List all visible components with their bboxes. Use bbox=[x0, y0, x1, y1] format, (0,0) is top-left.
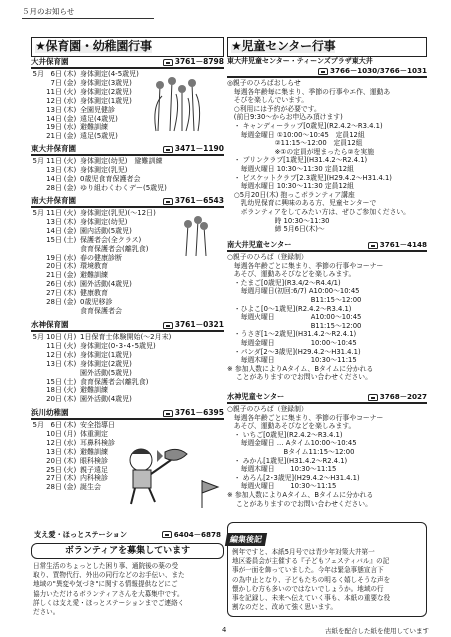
center-text-line: 毎週火曜日 A10:00～10:45 bbox=[227, 313, 362, 322]
schedule-day: 14日 bbox=[46, 174, 62, 183]
nursery-name: 水神保育園 bbox=[31, 319, 69, 329]
schedule-weekday: (金) bbox=[63, 78, 77, 87]
volunteer-title: ボランティアを募集しています bbox=[31, 543, 224, 559]
center-text-line: ・ひよこ[0～1歳児](R2.4.2～R3.4.1) bbox=[227, 304, 352, 313]
editorial-text-line: 地区委員会が主催する『子どもフェスティバル』の記 bbox=[232, 557, 390, 566]
schedule-month bbox=[31, 369, 44, 378]
nursery-name: 大井保育園 bbox=[31, 56, 69, 66]
schedule-weekday: (金) bbox=[63, 226, 77, 235]
schedule-weekday: (木) bbox=[63, 395, 77, 404]
schedule-day bbox=[44, 307, 62, 316]
schedule-month bbox=[31, 439, 44, 448]
schedule-day: 11日 bbox=[46, 87, 62, 96]
schedule-month bbox=[31, 483, 44, 492]
schedule-day: 28日 bbox=[46, 183, 62, 192]
schedule-weekday: (火) bbox=[63, 386, 77, 395]
schedule-day: 21日 bbox=[46, 132, 62, 141]
schedule-event: 全園児健診 bbox=[80, 105, 115, 114]
schedule-month bbox=[31, 97, 44, 106]
center-text-line: 毎週木曜日 10:30～11:15 bbox=[227, 356, 357, 365]
schedule-row bbox=[31, 271, 224, 280]
schedule-weekday: (木) bbox=[63, 447, 77, 456]
schedule-month bbox=[31, 166, 44, 175]
schedule-weekday: (火) bbox=[63, 209, 77, 217]
schedule-day: 10日 bbox=[46, 333, 62, 341]
schedule-event: 避難訓練 bbox=[80, 386, 108, 395]
schedule-month bbox=[31, 184, 44, 193]
schedule-row bbox=[31, 262, 224, 271]
schedule-weekday: (金) bbox=[63, 483, 77, 492]
center-text-line: B11:15～12:00 bbox=[227, 295, 362, 304]
center-text-line: ・ ビスケットクラブ[2.3歳児](H29.4.2～H31.4.1) bbox=[227, 173, 392, 182]
schedule-weekday: (月) bbox=[63, 429, 77, 438]
schedule-event: 遠足(5歳児) bbox=[80, 132, 118, 141]
schedule-event: 園内活動(5歳児) bbox=[80, 226, 132, 235]
schedule-row bbox=[31, 157, 224, 166]
editorial-text-line: 例年ですと、本紙5月号では青少年対策大井第一 bbox=[232, 548, 375, 556]
schedule-weekday: (水) bbox=[63, 350, 77, 359]
schedule-event: 遠足(4歳児) bbox=[80, 114, 118, 123]
editorial-box bbox=[227, 522, 427, 617]
schedule-event: 身体測定(4-5歳児) bbox=[80, 70, 139, 78]
center-text-line: 毎週火曜日 10:30～11:15 bbox=[227, 482, 337, 491]
nursery-name: 浜川幼稚園 bbox=[31, 407, 69, 417]
center-text-line: (前日9:30～からお申込み頂けます) bbox=[227, 113, 343, 122]
schedule-weekday: (金) bbox=[63, 132, 77, 141]
schedule-event: 眼科検診 bbox=[80, 456, 108, 465]
schedule-event: 内科検診 bbox=[80, 474, 108, 483]
schedule-event: 安全指導日 bbox=[80, 421, 115, 429]
schedule-event: ゆり組わくわくデー(5歳児) bbox=[80, 183, 167, 192]
schedule-weekday: (木) bbox=[63, 217, 77, 226]
schedule-event: 身体測定(0･3･4･5歳児) bbox=[80, 341, 156, 350]
center-text-line: ※ 参加人数によりAタイム、Bタイムに分かれる bbox=[227, 490, 374, 499]
schedule-day: 28日 bbox=[46, 298, 62, 307]
schedule-month bbox=[31, 342, 44, 351]
schedule-weekday: (水) bbox=[63, 96, 77, 105]
center-text-line: ことがありますのでお問い合わせください。 bbox=[227, 499, 372, 508]
schedule-weekday: (水) bbox=[63, 438, 77, 447]
center-text-line: Bタイム11:15～12:00 bbox=[227, 447, 355, 456]
schedule-row bbox=[31, 280, 224, 289]
center-text-line: 毎週木曜日 10:30～11:15 bbox=[227, 465, 337, 474]
schedule-event: 食育保護者会(離乳食) bbox=[80, 244, 149, 253]
schedule-event: 1日保育士体験開始(～2月末) bbox=[80, 333, 172, 341]
schedule-month bbox=[31, 236, 44, 245]
schedule-weekday: (金) bbox=[63, 114, 77, 123]
schedule-day: 25日 bbox=[46, 465, 62, 474]
schedule-day: 13日 bbox=[46, 165, 62, 174]
editorial-text-line: 事を記録し、未来へ伝えていく事も、本紙の重要な役 bbox=[232, 594, 391, 603]
schedule-month bbox=[31, 175, 44, 184]
nursery-phone: 3761－8798 bbox=[174, 56, 224, 66]
schedule-month bbox=[31, 289, 44, 298]
schedule-weekday: (火) bbox=[63, 157, 77, 165]
schedule-month bbox=[31, 271, 44, 280]
center-text-line: 時 10:30～11:30 bbox=[227, 216, 330, 225]
schedule-month bbox=[31, 360, 44, 369]
center-text-line: ・ キャンディーラップ[0歳児](R2.4.2～R3.4.1) bbox=[227, 121, 383, 130]
schedule-row bbox=[31, 430, 224, 439]
center-text-line: ・ みかん[1歳児](H31.4.2～R2.4.1) bbox=[227, 456, 348, 465]
suijin-children-center bbox=[227, 392, 427, 508]
nursery-phone: 3761－0321 bbox=[174, 319, 224, 329]
center-text-line: ボランティアをしてみたい方は、ぜひご参加ください。 bbox=[227, 207, 410, 216]
center-name: 東大井児童センター・ティーンズプラザ東大井 bbox=[227, 57, 373, 65]
center-text-line: ことがありますのでお問い合わせください。 bbox=[227, 373, 372, 382]
phone-icon bbox=[163, 198, 173, 205]
schedule-month bbox=[31, 123, 44, 132]
schedule-event: 0歳児食育保護者会 bbox=[80, 174, 141, 183]
center-text-line: 毎週金曜日 10:00～10:45 bbox=[227, 338, 357, 347]
editorial-text-line: 事が一面を飾っていました。今年は緊急事態宣言下 bbox=[232, 566, 384, 575]
schedule-event: 園外活動(4歳児) bbox=[80, 280, 132, 289]
schedule-day: 15日 bbox=[46, 377, 62, 386]
recycled-paper-note: 古紙を配合した紙を使用しています bbox=[325, 627, 429, 635]
schedule-event: 環境教育 bbox=[80, 262, 108, 271]
schedule-event: 健康教育 bbox=[80, 289, 108, 298]
schedule-day bbox=[44, 369, 62, 378]
schedule-day: 13日 bbox=[46, 217, 62, 226]
center-text-line: ○親子のひろば（登録制） bbox=[227, 405, 308, 413]
schedule-weekday: (火) bbox=[63, 465, 77, 474]
center-text-line: ※①の定員が埋まったら②を実施 bbox=[227, 147, 375, 156]
schedule-month: 5月 bbox=[32, 157, 44, 165]
schedule-weekday: (水) bbox=[63, 123, 77, 132]
schedule-day: 15日 bbox=[46, 235, 62, 244]
schedule-month bbox=[31, 386, 44, 395]
schedule-weekday: (木) bbox=[63, 289, 77, 298]
schedule-month: 5月 bbox=[32, 333, 44, 341]
center-text-line: ○利用には予約が必要です。 bbox=[227, 104, 321, 113]
phone-icon bbox=[368, 242, 378, 249]
schedule-day: 7日 bbox=[50, 78, 62, 87]
schedule-day: 13日 bbox=[46, 105, 62, 114]
volunteer-text-line: 日常生活のちょっとした困り事、通院後の薬の受 bbox=[33, 562, 179, 570]
nursery-section-title: ★保育園・幼稚園行事 bbox=[31, 37, 224, 57]
schedule-weekday: (木) bbox=[63, 359, 77, 368]
schedule-weekday: (木) bbox=[63, 165, 77, 174]
editorial-text-line: 懐かしむ方も多いのではないでしょうか。地域の行 bbox=[232, 584, 384, 593]
schedule-event: 身体測定(2歳児) bbox=[80, 87, 132, 96]
schedule-day: 27日 bbox=[46, 289, 62, 298]
schedule-row bbox=[31, 307, 224, 316]
schedule-weekday: (木) bbox=[63, 456, 77, 465]
schedule-weekday bbox=[62, 369, 78, 378]
schedule-event: 園外活動(5歳児) bbox=[80, 368, 132, 377]
center-text-line: ・たまご[0歳児](R3.4/2～R4.4/1) bbox=[227, 278, 341, 287]
schedule-event: 0歳児移診 bbox=[80, 298, 113, 307]
schedule-day: 20日 bbox=[46, 262, 62, 271]
schedule-month bbox=[31, 474, 44, 483]
center-text-line: 毎週各年齢ごとに集まり、季節の行事やコーナー bbox=[227, 413, 384, 422]
schedule-event: 誕生会 bbox=[80, 483, 101, 492]
nursery-name: 東大井保育園 bbox=[31, 143, 76, 153]
schedule-event: 避難訓練 bbox=[80, 271, 108, 280]
editorial-title: 編集後記 bbox=[225, 533, 267, 546]
schedule-day: 13日 bbox=[46, 447, 62, 456]
schedule-day: 13日 bbox=[46, 359, 62, 368]
schedule-event: 避難訓練 bbox=[80, 447, 108, 456]
schedule-day: 19日 bbox=[46, 253, 62, 262]
schedule-month bbox=[31, 227, 44, 236]
schedule-day: 6日 bbox=[50, 421, 62, 429]
center-phone: 3768－2027 bbox=[379, 391, 427, 401]
schedule-row bbox=[31, 360, 224, 369]
schedule-event: 耳鼻科検診 bbox=[80, 438, 115, 447]
nursery-phone: 3761－6395 bbox=[174, 407, 224, 417]
schedule-row bbox=[31, 166, 224, 175]
center-phone: 3761－4148 bbox=[379, 239, 427, 249]
volunteer-text-line: 取り、買物代行、外出の同行などのお手伝い、また bbox=[33, 571, 185, 580]
schedule-day: 12日 bbox=[46, 438, 62, 447]
child-with-fish-illustration bbox=[117, 442, 189, 508]
schedule-day bbox=[44, 245, 62, 254]
schedule-event: 身体測定(2歳児) bbox=[80, 359, 132, 368]
center-text-line: ○5月20日(木) 抱っこボランティア講座 bbox=[227, 190, 355, 199]
schedule-weekday: (金) bbox=[63, 271, 77, 280]
schedule-day: 18日 bbox=[46, 386, 62, 395]
schedule-row bbox=[31, 132, 224, 141]
schedule-weekday: (土) bbox=[63, 377, 77, 386]
schedule-event: 身体測定(乳児)(～12日) bbox=[80, 209, 156, 217]
schedule-month bbox=[31, 307, 44, 316]
schedule-day: 11日 bbox=[46, 341, 62, 350]
schedule-month bbox=[31, 378, 44, 387]
schedule-event: 食育保護者会 bbox=[80, 306, 122, 315]
phone-icon bbox=[163, 59, 173, 66]
center-text-line: ・うさぎ[1～2歳児](H31.4.2～R2.4.1) bbox=[227, 330, 357, 339]
schedule-day: 19日 bbox=[46, 123, 62, 132]
schedule-weekday: (木) bbox=[63, 105, 77, 114]
schedule-day: 27日 bbox=[46, 474, 62, 483]
schedule-weekday: (水) bbox=[63, 280, 77, 289]
schedule-row bbox=[31, 342, 224, 351]
center-text-line: ②11:15～12:00 定員12組 bbox=[227, 139, 363, 148]
phone-icon bbox=[163, 322, 173, 329]
center-text-line: ※ 参加人数によりAタイム、Bタイムに分かれる bbox=[227, 364, 374, 373]
schedule-row bbox=[31, 369, 224, 378]
schedule-event: 体重測定 bbox=[80, 429, 108, 438]
center-name: 南大井児童センター bbox=[227, 239, 292, 249]
nursery-name: 南大井保育園 bbox=[31, 195, 76, 205]
schedule-month bbox=[31, 280, 44, 289]
volunteer-text-line: 協力いただけるボランティアさんを大募集中です。 bbox=[33, 589, 184, 598]
schedule-weekday bbox=[62, 307, 78, 316]
support-phone: 6404－6878 bbox=[173, 529, 221, 539]
schedule-month bbox=[31, 466, 44, 475]
schedule-month bbox=[31, 430, 44, 439]
schedule-month bbox=[31, 115, 44, 124]
schedule-day: 6日 bbox=[50, 70, 62, 78]
schedule-row bbox=[31, 333, 224, 342]
center-text-line: B11:15～12:00 bbox=[227, 321, 362, 330]
minami-children-center bbox=[227, 240, 427, 382]
schedule-day: 14日 bbox=[46, 114, 62, 123]
center-text-line: ○親子のひろば（登録制） bbox=[227, 253, 308, 261]
center-text-line: 毎週金曜日 ①10:00～10:45 定員12組 bbox=[227, 130, 365, 139]
schedule-weekday: (水) bbox=[63, 253, 77, 262]
center-text-line: あそび、運動あそびなどを楽しみます。 bbox=[227, 270, 356, 279]
schedule-row bbox=[31, 175, 224, 184]
schedule-month bbox=[31, 298, 44, 307]
center-text-line: ・ いちご[0歳児](R2.4.2～R3.4.1) bbox=[227, 430, 343, 439]
nursery-phone: 3761－6543 bbox=[174, 195, 224, 205]
editorial-text-line: の為中止となり、子どもたちの明るく嬉しそうな声を bbox=[232, 575, 391, 584]
schedule-event: 身体測定(乳児) bbox=[80, 165, 128, 174]
center-text-line: ◎親子のひろばおしらせ bbox=[227, 79, 301, 87]
schedule-month bbox=[31, 132, 44, 141]
center-phone: 3766－1030/3766－1031 bbox=[329, 66, 427, 75]
phone-icon bbox=[162, 531, 172, 538]
iris-flower-illustration bbox=[176, 216, 214, 256]
schedule-row bbox=[31, 421, 224, 430]
phone-icon bbox=[163, 410, 173, 417]
center-text-line: そびを楽しんでいます。 bbox=[227, 96, 309, 105]
schedule-event: 食育保護者会(離乳食) bbox=[80, 377, 149, 386]
schedule-event: 春の健康診断 bbox=[80, 253, 122, 262]
schedule-weekday: (木) bbox=[63, 70, 77, 78]
center-text-line: 乳幼児保育に興味のある方、児童センターで bbox=[227, 199, 377, 208]
schedule-day: 26日 bbox=[46, 280, 62, 289]
schedule-day: 10日 bbox=[46, 429, 62, 438]
schedule-weekday: (月) bbox=[63, 333, 77, 341]
higashi-nursery bbox=[31, 144, 224, 193]
schedule-weekday: (土) bbox=[63, 235, 77, 244]
schedule-event: 身体測定(3歳児) bbox=[80, 78, 132, 87]
suijin-nursery bbox=[31, 320, 224, 404]
center-text-line: 締 5月6日(木)～ bbox=[227, 225, 325, 234]
volunteer-text-line: ださい。 bbox=[33, 608, 60, 617]
schedule-event: 親子遠足 bbox=[80, 465, 108, 474]
schedule-weekday: (木) bbox=[63, 474, 77, 483]
schedule-month bbox=[31, 254, 44, 263]
center-text-line: ・パンダ[2～3歳児](H29.4.2～H31.4.1) bbox=[227, 347, 361, 356]
schedule-month bbox=[31, 245, 44, 254]
center-name: 水神児童センター bbox=[227, 391, 285, 401]
phone-icon bbox=[163, 146, 173, 153]
schedule-day: 21日 bbox=[46, 271, 62, 280]
center-text-line: 毎週各年齢ごとに集まり、季節の行事やコーナー bbox=[227, 261, 384, 270]
center-text-line: 毎週月曜日(初回:6/7) A10:00～10:45 bbox=[227, 287, 360, 296]
schedule-event: 身体測定(1歳児) bbox=[80, 96, 132, 105]
schedule-row bbox=[31, 298, 224, 307]
schedule-month bbox=[31, 448, 44, 457]
schedule-month bbox=[31, 88, 44, 97]
schedule-day: 11日 bbox=[46, 157, 62, 165]
higashi-children-center bbox=[227, 57, 427, 234]
nursery-phone: 3471－1190 bbox=[174, 143, 224, 153]
schedule-row bbox=[31, 378, 224, 387]
schedule-weekday: (木) bbox=[63, 262, 77, 271]
page-header: ５月のお知らせ bbox=[22, 6, 154, 19]
center-text-line: あそび、運動あそびなどを楽しみます。 bbox=[227, 422, 356, 431]
schedule-event: 身体測定(幼児) 避難訓練 bbox=[80, 157, 163, 165]
editorial-text-line: 割なのだと、改めて強く思います。 bbox=[232, 603, 337, 612]
schedule-day: 20日 bbox=[46, 456, 62, 465]
schedule-day: 12日 bbox=[46, 96, 62, 105]
schedule-row bbox=[31, 184, 224, 193]
center-text-line: 毎週水曜日 10:30～11:30 定員12組 bbox=[227, 182, 354, 191]
center-text-line: 毎週金曜日 … Aタイム10:00～10:45 bbox=[227, 439, 357, 448]
schedule-row bbox=[31, 395, 224, 404]
center-text-line: 毎週火曜日 10:30～11:30 定員12組 bbox=[227, 164, 354, 173]
schedule-day: 11日 bbox=[46, 209, 62, 217]
children-center-section-title: ★児童センター行事 bbox=[227, 37, 427, 57]
volunteer-notice bbox=[31, 528, 224, 617]
schedule-month: 5月 bbox=[32, 209, 44, 217]
schedule-day: 14日 bbox=[46, 226, 62, 235]
phone-icon bbox=[318, 68, 328, 75]
schedule-event: 保護者会(全クラス) bbox=[80, 235, 142, 244]
center-text-line: ・ めろん[2･3歳児](H29.4.2～H31.4.1) bbox=[227, 473, 360, 482]
schedule-event: 園外活動(4歳児) bbox=[80, 395, 132, 404]
volunteer-text-line: 地域の"異変や気づき"に関する情報提供などにご bbox=[33, 580, 178, 589]
schedule-month bbox=[31, 351, 44, 360]
phone-icon bbox=[368, 394, 378, 401]
schedule-day: 12日 bbox=[46, 350, 62, 359]
schedule-event: 避難訓練 bbox=[80, 123, 108, 132]
schedule-weekday bbox=[62, 245, 78, 254]
schedule-month bbox=[31, 457, 44, 466]
center-text-line: 毎週各年齢毎に集まり、季節の行事やエ作、運動あ bbox=[227, 87, 391, 96]
schedule-month: 5月 bbox=[32, 421, 44, 429]
flag-illustration bbox=[198, 478, 220, 508]
schedule-row bbox=[31, 289, 224, 298]
schedule-row bbox=[31, 351, 224, 360]
support-label: 支え愛・ほっとステーション bbox=[34, 529, 128, 539]
schedule-weekday: (金) bbox=[63, 174, 77, 183]
volunteer-text-line: 詳しくは支え愛・ほっとステーションまでご連絡く bbox=[33, 598, 185, 607]
schedule-day: 20日 bbox=[46, 395, 62, 404]
center-text-line: ・ プリンクラブ[1歳児](H31.4.2～R2.4.1) bbox=[227, 156, 368, 165]
schedule-weekday: (火) bbox=[63, 341, 77, 350]
iris-flower-illustration bbox=[148, 76, 208, 132]
schedule-weekday: (火) bbox=[63, 87, 77, 96]
schedule-month bbox=[31, 218, 44, 227]
schedule-weekday: (金) bbox=[63, 298, 77, 307]
schedule-event: 身体測定(幼児) bbox=[80, 217, 128, 226]
schedule-weekday: (金) bbox=[63, 183, 77, 192]
schedule-month bbox=[31, 79, 44, 88]
schedule-month bbox=[31, 262, 44, 271]
schedule-month bbox=[31, 106, 44, 115]
schedule-month bbox=[31, 395, 44, 404]
schedule-weekday: (木) bbox=[63, 421, 77, 429]
schedule-row bbox=[31, 386, 224, 395]
page-number: 4 bbox=[222, 626, 227, 634]
schedule-day: 28日 bbox=[46, 483, 62, 492]
schedule-month: 5月 bbox=[32, 70, 44, 78]
schedule-event: 身体測定(1歳児) bbox=[80, 350, 132, 359]
